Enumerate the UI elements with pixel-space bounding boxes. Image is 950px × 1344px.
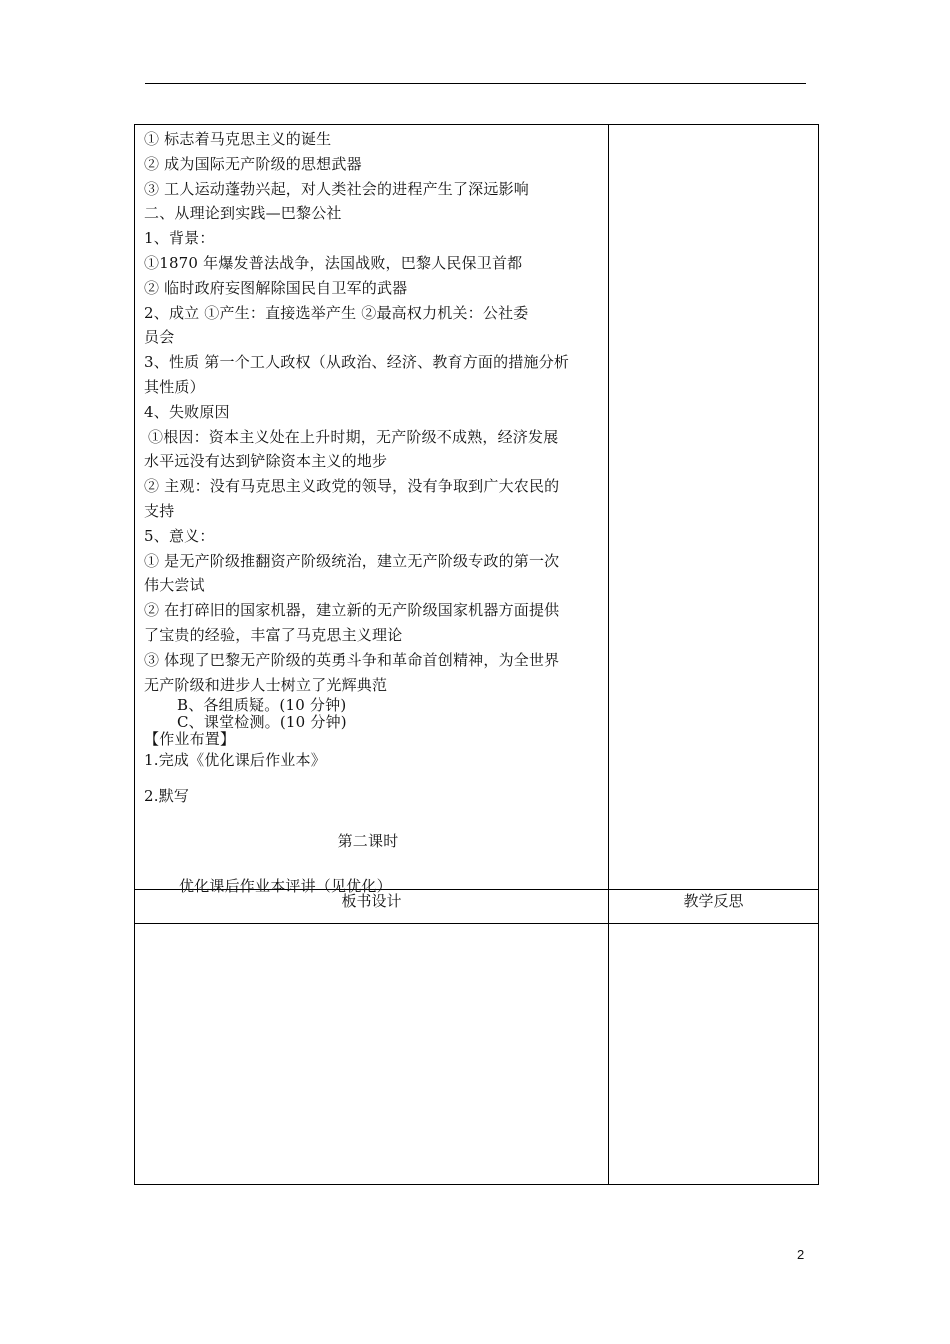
text-line: 了宝贵的经验，丰富了马克思主义理论 [144,625,403,644]
lesson-plan-table [134,124,819,1185]
page-number: 2 [797,1247,805,1262]
step-c-line: C、课堂检测。(10 分钟) [177,713,347,732]
board-design-cell [135,924,609,1185]
text-line: 员会 [144,328,175,347]
text-line: 2、成立 ①产生：直接选举产生 ②最高权力机关：公社委 [144,303,529,322]
text-line: ② 在打碎旧的国家机器，建立新的无产阶级国家机器方面提供 [144,601,560,620]
second-lesson-note: 优化课后作业本评讲（见优化） [179,876,392,895]
text-line: ① 标志着马克思主义的诞生 [144,130,332,148]
lesson-content [135,125,608,895]
header-rule [145,83,806,84]
teaching-reflection-header: 教学反思 [609,890,819,924]
board-design-header: 板书设计 [135,890,609,924]
text-line: 4、失败原因 [144,402,230,421]
text-line: ① 是无产阶级推翻资产阶级统治，建立无产阶级专政的第一次 [144,551,560,570]
text-line: 无产阶级和进步人士树立了光辉典范 [144,675,388,694]
teaching-reflection-cell [609,924,819,1185]
text-line: ② 成为国际无产阶级的思想武器 [144,154,362,173]
text-line: ② 临时政府妄图解除国民自卫军的武器 [144,278,408,297]
blank-row [135,924,819,1185]
homework-item-1: 1.完成《优化课后作业本》 [144,751,326,770]
content-row [135,125,819,890]
text-line: ①1870 年爆发普法战争，法国战败，巴黎人民保卫首都 [144,253,523,272]
step-b-line: B、各组质疑。(10 分钟) [177,696,347,715]
text-line: 水平远没有达到铲除资本主义的地步 [144,452,388,471]
text-line: 支持 [144,501,175,520]
section-heading: 二、从理论到实践—巴黎公社 [144,204,342,223]
homework-item-2: 2.默写 [144,787,190,806]
text-line: ③ 工人运动蓬勃兴起，对人类社会的进程产生了深远影响 [144,179,529,198]
text-line: 5、意义： [144,526,215,545]
homework-heading: 【作业布置】 [144,730,236,749]
text-line: 1、背景： [144,229,215,248]
lesson-content-cell [135,125,609,895]
second-lesson-title: 第二课时 [337,831,399,850]
text-line: ①根因：资本主义处在上升时期，无产阶级不成熟，经济发展 [148,427,559,446]
text-line: ② 主观：没有马克思主义政党的领导，没有争取到广大农民的 [144,477,560,496]
text-line: 伟大尝试 [144,576,205,595]
margin-notes-cell [609,125,819,890]
text-line: 3、性质 第一个工人政权（从政治、经济、教育方面的措施分析 [144,353,570,372]
text-line: ③ 体现了巴黎无产阶级的英勇斗争和革命首创精神，为全世界 [144,650,560,669]
text-line: 其性质） [144,377,205,396]
